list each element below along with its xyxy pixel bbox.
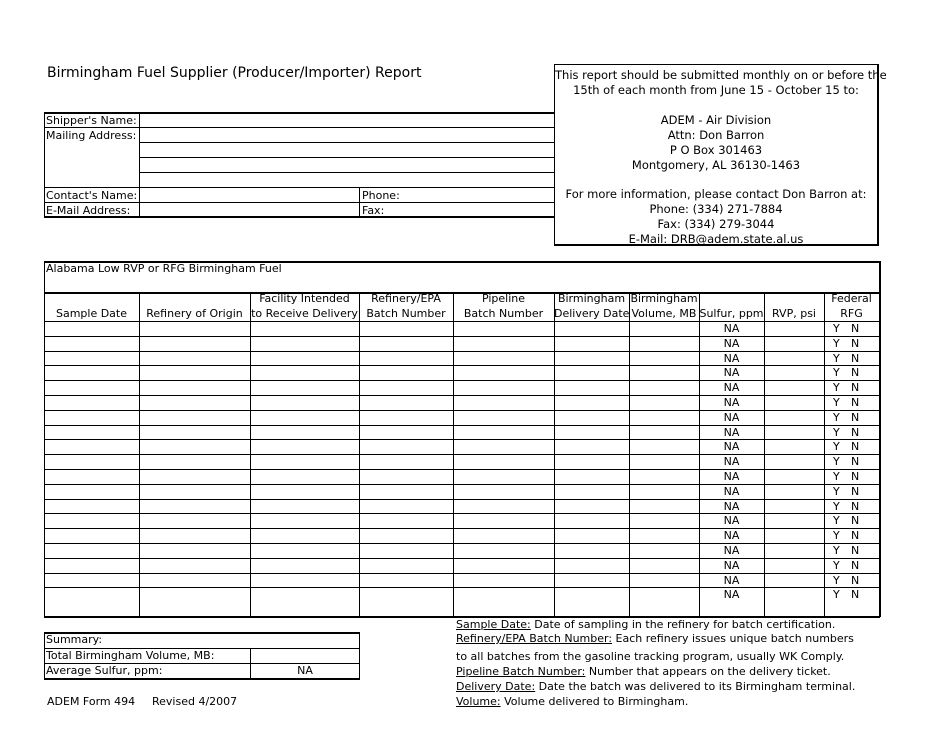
phone-label: Phone:	[362, 189, 400, 202]
info-line: Fax: (334) 279-3044	[657, 217, 775, 231]
summary-title: Summary:	[46, 633, 103, 646]
info-line: ADEM - Air Division	[660, 113, 772, 127]
info-line: 15th of each month from June 15 - October 15 to:	[573, 83, 859, 97]
rfg-no-option[interactable]: N	[851, 573, 860, 587]
sulfur-cell: NA	[723, 366, 740, 380]
rfg-no-option[interactable]: N	[851, 351, 860, 365]
rfg-no-option[interactable]: N	[851, 514, 860, 528]
header-volume-line1: Birmingham	[630, 292, 698, 305]
email-address-label: E-Mail Address:	[46, 204, 131, 217]
note-line: Sample Date: Date of sampling in the refinery for batch certification.	[456, 618, 836, 631]
rfg-yes-option[interactable]: Y	[833, 558, 840, 572]
header-delivery-line1: Birmingham	[557, 292, 626, 305]
note-line: Volume: Volume delivered to Birmingham.	[456, 695, 689, 708]
total-volume-label: Total Birmingham Volume, MB:	[46, 649, 215, 662]
mailing-address-label: Mailing Address:	[46, 129, 137, 142]
sulfur-cell: NA	[723, 499, 740, 513]
avg-sulfur-label: Average Sulfur, ppm:	[46, 664, 163, 677]
rfg-yes-option[interactable]: Y	[833, 588, 840, 602]
rfg-yes-option[interactable]: Y	[833, 529, 840, 543]
header-facility-line1: Facility Intended	[259, 292, 350, 305]
rfg-yes-option[interactable]: Y	[833, 396, 840, 409]
rfg-no-option[interactable]: N	[851, 558, 860, 572]
rfg-no-option[interactable]: N	[851, 336, 860, 350]
shippers-name-label: Shipper's Name:	[46, 114, 137, 127]
rfg-no-option[interactable]: N	[851, 381, 860, 395]
sulfur-cell: NA	[723, 425, 740, 439]
rfg-no-option[interactable]: N	[851, 366, 860, 380]
sulfur-cell: NA	[723, 484, 740, 498]
info-line: This report should be submitted monthly on or before the	[555, 68, 887, 82]
rfg-yes-option[interactable]: Y	[833, 381, 840, 395]
rfg-no-option[interactable]: N	[851, 425, 860, 439]
rfg-yes-option[interactable]: Y	[833, 322, 840, 335]
rfg-yes-option[interactable]: Y	[833, 484, 840, 498]
rfg-no-option[interactable]: N	[851, 588, 860, 602]
header-pipeline-line1: Pipeline	[481, 292, 526, 305]
rfg-yes-option[interactable]: Y	[833, 366, 840, 380]
rfg-no-option[interactable]: N	[851, 410, 860, 424]
rfg-no-option[interactable]: N	[851, 322, 860, 335]
rfg-no-option[interactable]: N	[851, 499, 860, 513]
rfg-yes-option[interactable]: Y	[833, 573, 840, 587]
sulfur-cell: NA	[723, 455, 740, 469]
avg-sulfur-value: NA	[297, 664, 313, 677]
note-line: Delivery Date: Date the batch was delivered to its Birmingham terminal.	[456, 680, 856, 693]
rfg-yes-option[interactable]: Y	[833, 514, 840, 528]
info-line: For more information, please contact Don Barron at:	[565, 187, 867, 201]
rfg-no-option[interactable]: N	[851, 440, 860, 454]
sulfur-cell: NA	[723, 573, 740, 587]
header-batch-line1: Refinery/EPA	[371, 292, 441, 305]
header-volume-line2: Volume, MB	[631, 307, 697, 320]
sulfur-cell: NA	[723, 588, 740, 602]
sulfur-cell: NA	[723, 381, 740, 395]
sulfur-cell: NA	[723, 529, 740, 543]
rfg-yes-option[interactable]: Y	[833, 455, 840, 469]
header-pipeline-line2: Batch Number	[463, 307, 544, 320]
rfg-yes-option[interactable]: Y	[833, 351, 840, 365]
rfg-yes-option[interactable]: Y	[833, 336, 840, 350]
info-line: Attn: Don Barron	[667, 128, 765, 142]
sulfur-cell: NA	[723, 336, 740, 350]
rfg-no-option[interactable]: N	[851, 544, 860, 557]
info-line: Montgomery, AL 36130-1463	[631, 158, 801, 172]
rfg-yes-option[interactable]: Y	[833, 544, 840, 557]
sulfur-cell: NA	[723, 410, 740, 424]
info-line: P O Box 301463	[669, 143, 763, 157]
sulfur-cell: NA	[723, 440, 740, 454]
rfg-no-option[interactable]: N	[851, 529, 860, 543]
info-line: E-Mail: DRB@adem.state.al.us	[628, 232, 804, 246]
header-batch-line2: Batch Number	[366, 307, 446, 320]
page-title: Birmingham Fuel Supplier (Producer/Importer) Report	[47, 65, 422, 81]
rfg-no-option[interactable]: N	[851, 470, 860, 483]
rfg-yes-option[interactable]: Y	[833, 499, 840, 513]
rfg-no-option[interactable]: N	[851, 396, 860, 409]
sulfur-cell: NA	[723, 351, 740, 365]
rfg-yes-option[interactable]: Y	[833, 410, 840, 424]
header-rfg-line2: RFG	[840, 307, 863, 320]
rfg-no-option[interactable]: N	[851, 484, 860, 498]
header-facility-line2: to Receive Delivery	[251, 307, 358, 320]
contacts-name-label: Contact's Name:	[46, 189, 138, 202]
form-number: ADEM Form 494	[47, 695, 136, 708]
header-delivery-line2: Delivery Date	[554, 307, 630, 320]
sulfur-cell: NA	[723, 396, 740, 409]
header-rvp: RVP, psi	[772, 307, 816, 320]
fuel-section-title: Alabama Low RVP or RFG Birmingham Fuel	[46, 262, 282, 275]
note-line: to all batches from the gasoline tracking program, usually WK Comply.	[456, 650, 845, 663]
rfg-yes-option[interactable]: Y	[833, 470, 840, 483]
sulfur-cell: NA	[723, 470, 740, 483]
header-rfg-line1: Federal	[831, 292, 872, 305]
header-sulfur: Sulfur, ppm	[699, 307, 764, 320]
note-line: Pipeline Batch Number: Number that appears on the delivery ticket.	[456, 665, 831, 678]
revised-date: Revised 4/2007	[152, 695, 238, 708]
sulfur-cell: NA	[723, 514, 740, 528]
sulfur-cell: NA	[723, 558, 740, 572]
header-refinery-origin: Refinery of Origin	[146, 307, 243, 320]
sulfur-cell: NA	[723, 322, 740, 335]
fax-label: Fax:	[362, 204, 385, 217]
sulfur-cell: NA	[723, 544, 740, 557]
rfg-yes-option[interactable]: Y	[833, 440, 840, 454]
info-line: Phone: (334) 271-7884	[649, 202, 783, 216]
submission-info-box	[554, 64, 887, 246]
note-line: Refinery/EPA Batch Number: Each refinery issues unique batch numbers	[456, 632, 854, 645]
header-sample-date: Sample Date	[55, 307, 128, 320]
rfg-no-option[interactable]: N	[851, 455, 860, 469]
rfg-yes-option[interactable]: Y	[833, 425, 840, 439]
